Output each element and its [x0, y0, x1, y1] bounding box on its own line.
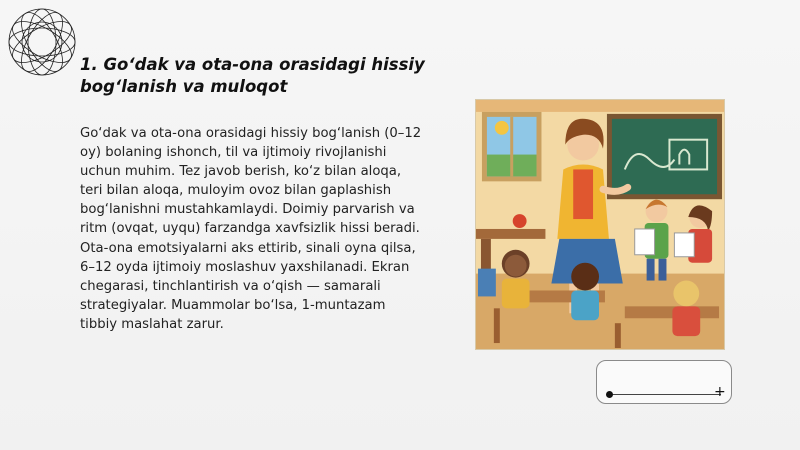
player-track[interactable] — [609, 394, 721, 395]
circular-knot-logo — [4, 4, 80, 80]
plus-icon[interactable]: + — [714, 384, 726, 400]
slide-title: 1. Go‘dak va ota-ona orasidagi hissiy bog‘lanish va muloqot — [80, 55, 425, 96]
classroom-illustration — [475, 99, 725, 350]
playhead-icon[interactable] — [606, 391, 613, 398]
slide-body-text: Go‘dak va ota-ona orasidagi hissiy bog‘lanish (0–12 oy) bolaning ishonch, til va ijtimoiy rivojlanishi uchun muhim. Tez javob berish, ko‘z bilan aloqa, teri bilan aloqa, muloyim ovoz bilan gaplashish bog‘lanishni mustahkamlaydi. Doimiy parvarish va ritm (ovqat, uyqu) farzandga xavfsizlik hissi beradi. Ota-ona emotsiyalarni aks ettirib, sinali oyna qilsa, 6–12 oyda ijtimoiy moslashuv yaxshilanadi. Ekran chegarasi, tinchlantirish va o‘qish — samarali strategiyalar. Muammolar bo‘lsa, 1-muntazam tibbiy maslahat zarur. — [80, 126, 422, 332]
audio-player[interactable] — [596, 360, 732, 404]
